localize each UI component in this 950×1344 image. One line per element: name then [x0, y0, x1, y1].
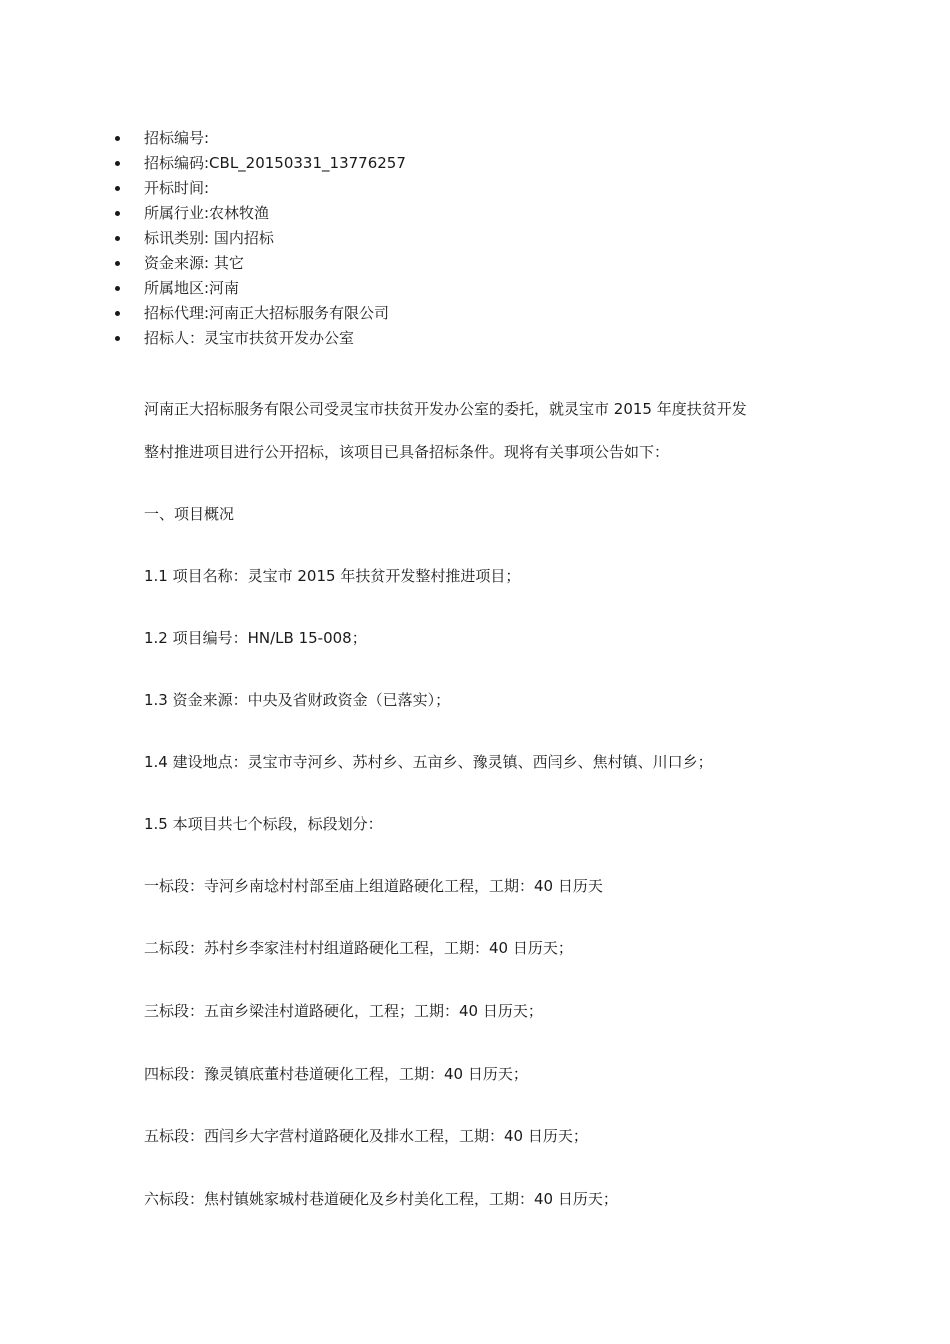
meta-tenderer — [112, 326, 406, 351]
meta-industry — [112, 201, 406, 226]
meta-tender-number — [112, 126, 406, 151]
bullet-icon — [115, 161, 120, 166]
meta-text: 招标编码:CBL_20150331_13776257 — [144, 154, 406, 172]
bullet-icon — [115, 136, 120, 141]
meta-agent — [112, 301, 406, 326]
meta-fund-source — [112, 251, 406, 276]
construction-site: 1.4 建设地点：灵宝市寺河乡、苏村乡、五亩乡、豫灵镇、西闫乡、焦村镇、川口乡； — [144, 753, 713, 771]
bullet-icon — [115, 336, 120, 341]
lot-1: 一标段：寺河乡南埝村村部至庙上组道路硬化工程，工期：40 日历天 — [144, 877, 603, 895]
fund-source: 1.3 资金来源：中央及省财政资金（已落实）； — [144, 691, 451, 709]
lot-3: 三标段：五亩乡梁洼村道路硬化，工程；工期：40 日历天； — [144, 1002, 543, 1020]
bullet-icon — [115, 236, 120, 241]
meta-text: 标讯类别: 国内招标 — [144, 229, 274, 247]
intro-line-1: 河南正大招标服务有限公司受灵宝市扶贫开发办公室的委托，就灵宝市 2015 年度扶贫开发 — [144, 400, 747, 418]
lot-6: 六标段：焦村镇姚家城村巷道硬化及乡村美化工程，工期：40 日历天； — [144, 1190, 618, 1208]
meta-text: 所属行业:农林牧渔 — [144, 204, 270, 222]
project-name: 1.1 项目名称：灵宝市 2015 年扶贫开发整村推进项目； — [144, 567, 521, 585]
meta-text: 招标编号: — [144, 129, 210, 147]
meta-category — [112, 226, 406, 251]
tender-meta-list — [112, 126, 406, 351]
bullet-icon — [115, 211, 120, 216]
project-number: 1.2 项目编号：HN/LB 15-008； — [144, 629, 367, 647]
bullet-icon — [115, 186, 120, 191]
bullet-icon — [115, 286, 120, 291]
meta-text: 资金来源: 其它 — [144, 254, 244, 272]
bullet-icon — [115, 311, 120, 316]
section-heading: 一、项目概况 — [144, 505, 235, 523]
bullet-icon — [115, 261, 120, 266]
meta-opening-time — [112, 176, 406, 201]
lot-5: 五标段：西闫乡大字营村道路硬化及排水工程，工期：40 日历天； — [144, 1127, 588, 1145]
lot-4: 四标段：豫灵镇底董村巷道硬化工程，工期：40 日历天； — [144, 1065, 528, 1083]
meta-region — [112, 276, 406, 301]
meta-text: 招标代理:河南正大招标服务有限公司 — [144, 304, 390, 322]
meta-text: 所属地区:河南 — [144, 279, 240, 297]
meta-text: 招标人：灵宝市扶贫开发办公室 — [144, 329, 355, 347]
meta-text: 开标时间: — [144, 179, 210, 197]
lot-2: 二标段：苏村乡李家洼村村组道路硬化工程，工期：40 日历天； — [144, 939, 573, 957]
meta-tender-code — [112, 151, 406, 176]
intro-line-2: 整村推进项目进行公开招标，该项目已具备招标条件。现将有关事项公告如下： — [144, 443, 670, 461]
section-division: 1.5 本项目共七个标段，标段划分： — [144, 815, 383, 833]
